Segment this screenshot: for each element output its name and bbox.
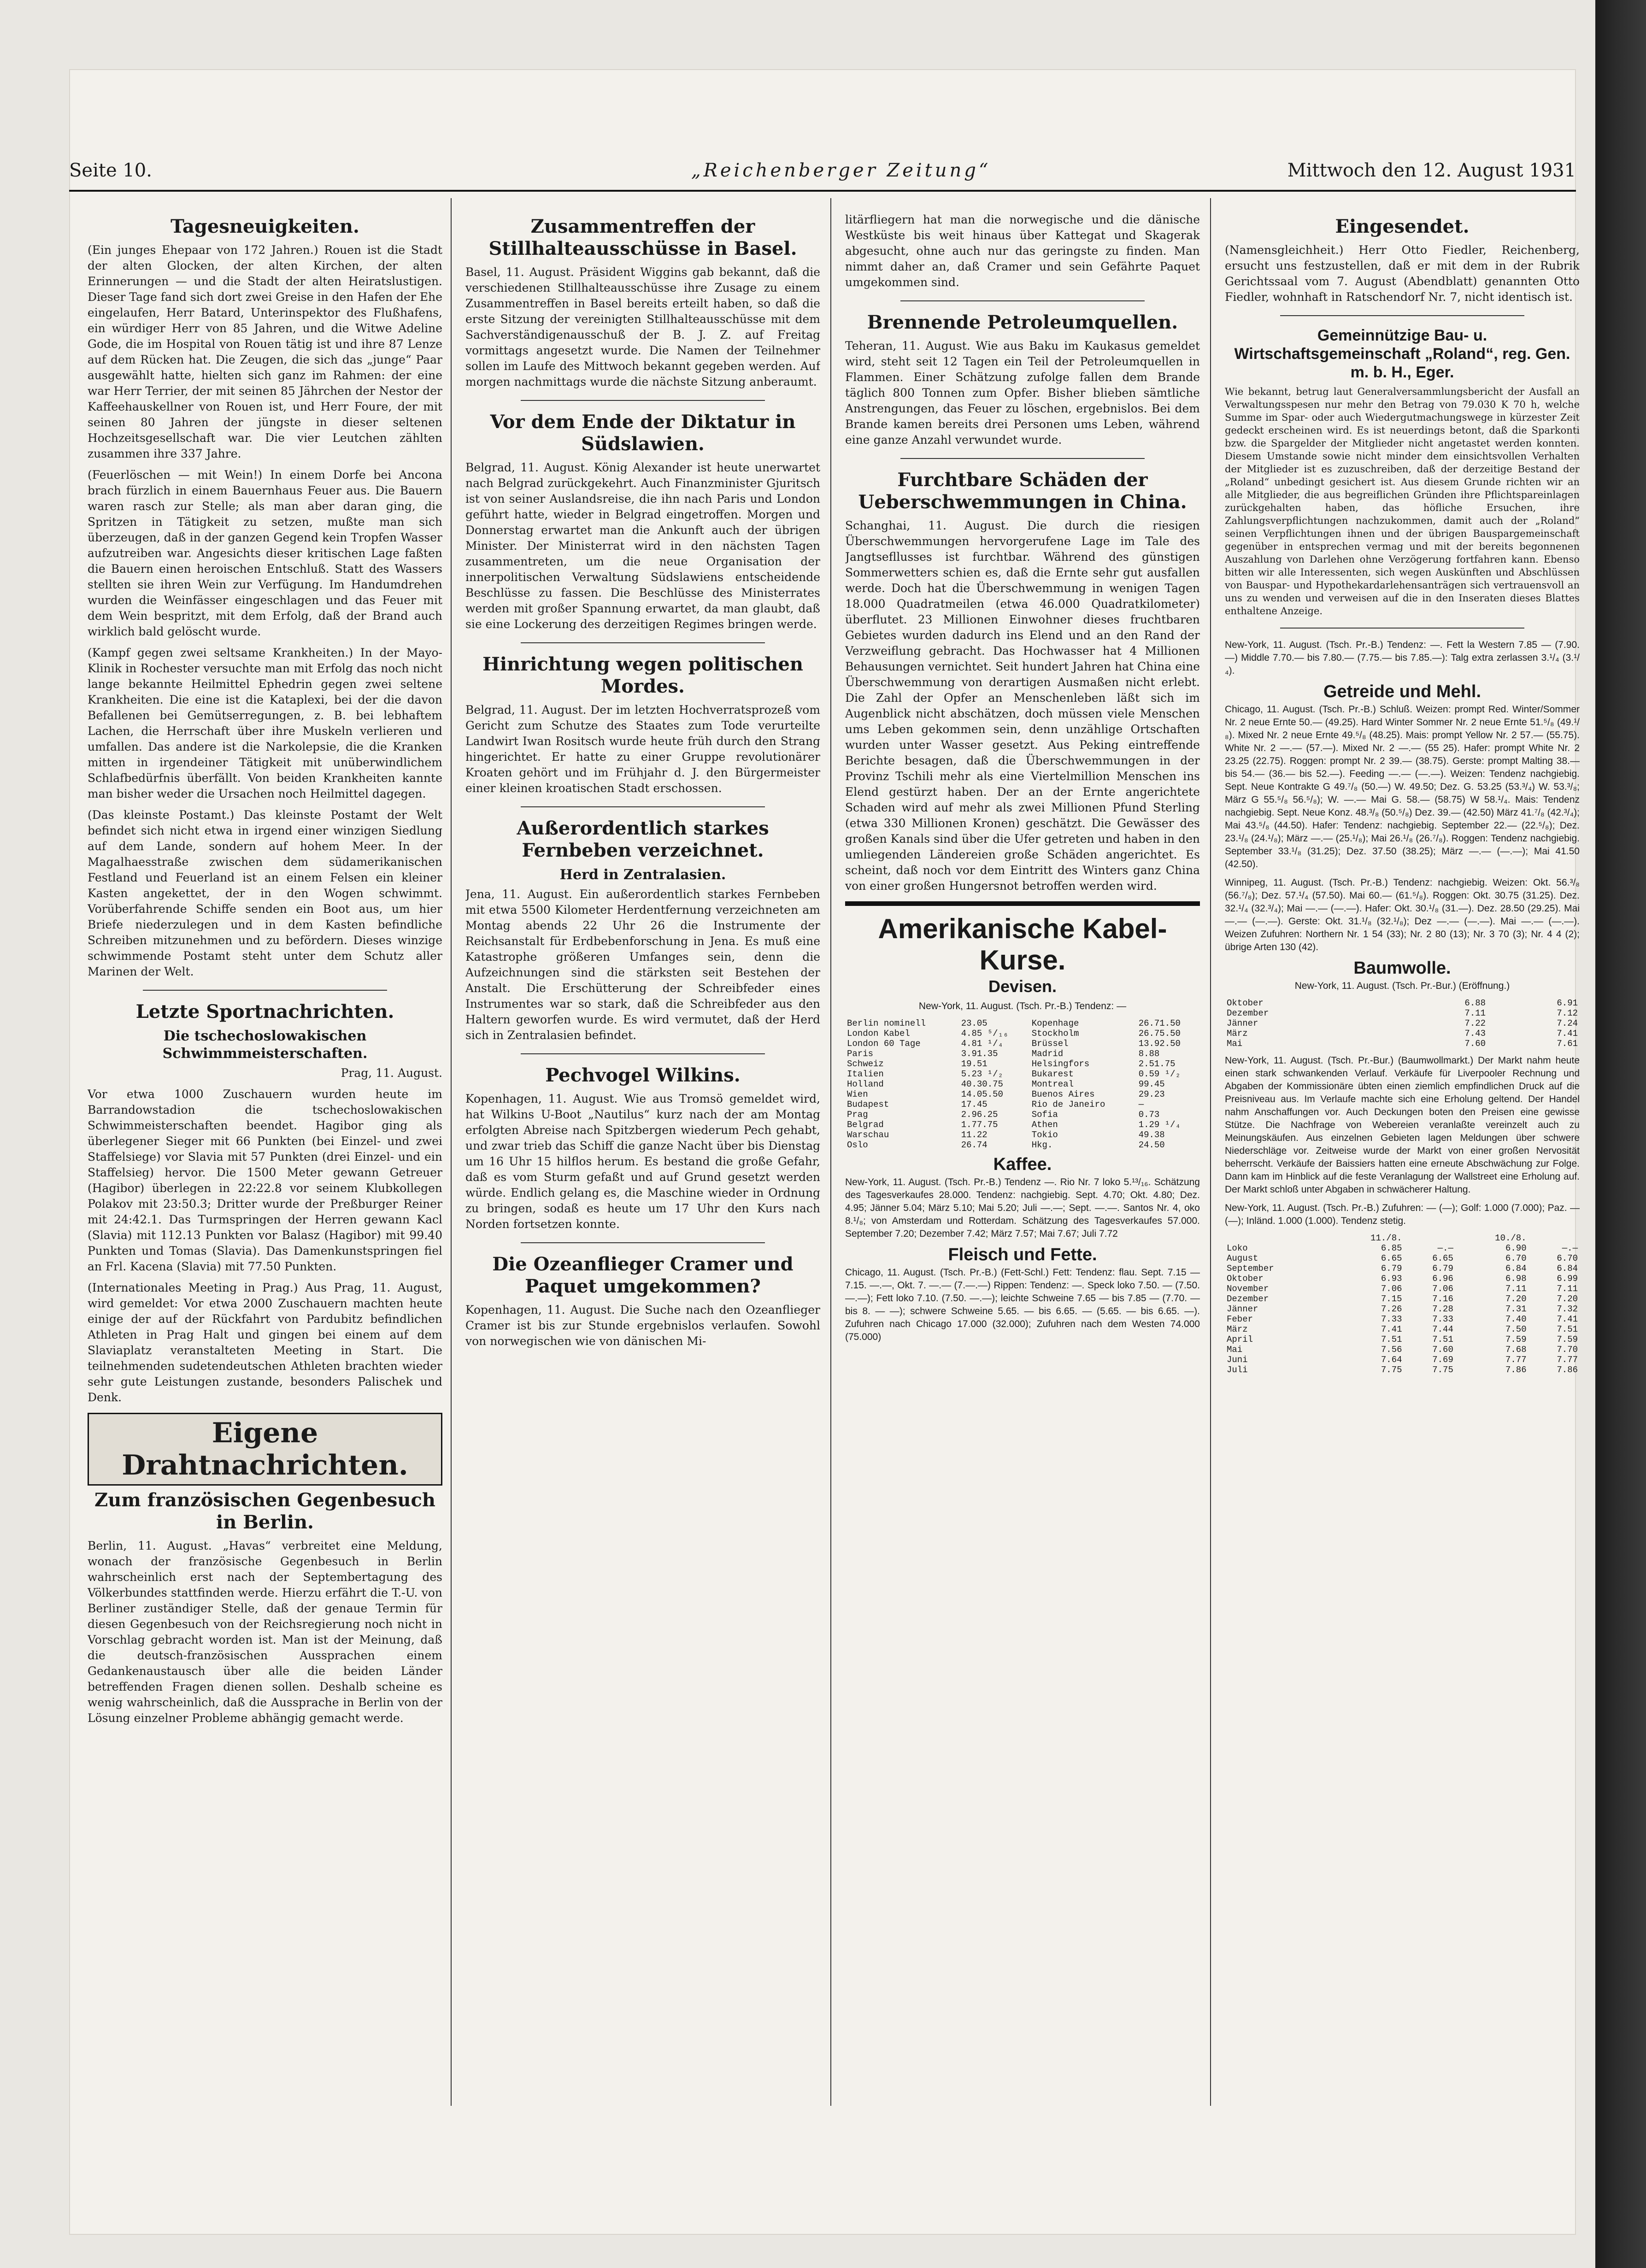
table-cell: —.— (1562, 1243, 1578, 1253)
table-cell: 7.69 (1432, 1355, 1453, 1365)
table-cell: 7.24 (1557, 1018, 1578, 1028)
table-row (1225, 1334, 1580, 1345)
article-gegenbesuch: Berlin, 11. August. „Havas“ verbreitet eine Meldung, wonach der französische Gegenbesuch in Berlin wahrscheinlich erst nach der Septembertagung des Völkerbundes stattfinden werde. Hierzu erfährt die T.-U. von Berliner zuständiger Stelle, daß der genaue Termin für diesen Gegenbesuch von der Reichsregierung noch nicht in Vorschlag gebracht worden ist. Man ist der Meinung, daß die deutsch-französischen Aussprachen einem Gedankenaustausch über alle die beiden Länder betreffenden Fragen dienen sollen. Deshalb scheine es wenig wahrscheinlich, daß die Aussprache in Berlin von der Lösung einzelner Probleme abhängig gemacht werde. (88, 1539, 442, 1725)
section-heading-baumwolle: Baumwolle. (1353, 958, 1451, 978)
getreide-chicago: Chicago, 11. August. (Tsch. Pr.-B.) Schluß. Weizen: prompt Red. Winter/Sommer Nr. 2 neue Ernte 50.— (49.25). Hard Winter Sommer Nr. 2 neue Ernte 51.⁵/₈ (49.¹/₈). Mixed Nr. 2 neue Ernte 49.⁵/₈ (48.25). Mais: prompt Yellow Nr. 2 57.— (55.75). White Nr. 2 —.— (57.—). Mixed Nr. 2 —.— (55 25). Hafer: prompt White Nr. 2 23.25 (22.75). Roggen: prompt Nr. 2 39.— (38.75). Gerste: prompt Malting 38.— bis 54.— (36.— bis 52.—). Feeding —.— (—.—). Weizen: Tendenz nachgiebig. Sept. Neue Kontrakte G 49.⁷/₈ (50.—) W. 49.50; Dez. G. 53.25 (53.³/₄) W. 53.³/₈; März G 55.⁵/₈ 56.⁵/₈); W. —.— Mai G. 58.— (58.75) W 58.¹/₄. Mais: Tendenz nachgiebig. Sept. Neue Konz. 48.³/₈ (50.⁵/₈) Dez. 39.— (42.50) März 41.⁷/₈ (42.³/₄); Mai 43.⁵/₈ (44.50). Hafer: Tendenz: nachgiebig. September 22.— (22.⁵/₈); Dez. 23.¹/₈ (24.¹/₈); März —.— (25.¹/₈); Mai 26.¹/₈ (26.⁷/₈). Roggen: Tendenz nachgiebig. September 33.¹/₈ (31.25); Dez. 37.50 (38.25); März —.— (—.—); Mai 41.50 (42.50). (1225, 704, 1580, 870)
divider (1280, 628, 1524, 629)
getreide-winnipeg: Winnipeg, 11. August. (Tsch. Pr.-B.) Tendenz: nachgiebig. Weizen: Okt. 56.³/₈ (56.⁷/₈); Dez. 57.¹/₄ (57.50). Mai 60.— (61.⁵/₈). Roggen: Okt. 30.75 (31.25). Dez. 32.¹/₄ (32.³/₄); Mai —.— (—.—). Hafer: Okt. 30.¹/₈ (31.—). Dez. 28.50 (29.25). Mai —.— (—.—). Gerste: Okt. 31.¹/₈ (32.¹/₈); Dez —.— (—.—). Mai —.— (—.—). Weizen Zufuhren: Northern Nr. 1 54 (33); Nr. 2 80 (13); Nr. 3 70 (3); Nr. 4 4 (2); übrige Arten 130 (42). (1225, 877, 1580, 952)
table-cell: März (1227, 1324, 1248, 1334)
table-cell: 6.90 (1505, 1243, 1527, 1253)
table-cell: 7.06 (1432, 1284, 1453, 1294)
article-ozeanflieger: Kopenhagen, 11. August. Die Suche nach den Ozeanflieger Cramer ist bis zur Stunde ergebnislos verlaufen. Sowohl von norwegischen wie von dänischen Mi- (465, 1303, 820, 1348)
headline-ozeanflieger: Die Ozeanflieger Cramer und Paquet umgekommen? (492, 1253, 794, 1297)
table-cell: 6.84 (1557, 1263, 1578, 1274)
table-cell: 6.70 (1505, 1253, 1527, 1263)
table-cell: Kopenhage (1031, 1018, 1079, 1028)
table-cell: 14.05.50 (961, 1089, 1003, 1099)
thick-rule (845, 901, 1200, 906)
article-china: Schanghai, 11. August. Die durch die riesigen Überschwemmungen hervorgerufene Lage im Tale des Jangtsefllusses ist furchtbar. Während des günstigen Sommerwetters schien es, daß die Ernte sehr gut ausfallen werde. Doch hat die Überschwemmung in wenigen Tagen 18.000 Quadratmeilen (etwa 46.000 Quadratkilometer) überflutet. 23 Millionen Einwohner dieses fruchtbaren Gebietes wurden dadurch ins Elend und an den Rand der Verzweiflung gebracht. Das Hochwasser hat 4 Millionen Behausungen vernichtet. Seit hundert Jahren hat China eine Überschwemmung von derartigen Ausmaßen nicht erlebt. Die Zahl der Opfer an Menschenleben läßt sich im Augenblick nicht abschätzen, doch müssen viele Menschen ums Leben gekommen sein, denn unzählige Ortschaften wurden unter Wasser gesetzt. Aus Peking eintreffende Berichte besagen, daß die Überschwemmungen in der Provinz Tschili mehr als eine Viertelmillion Menschen ins Elend gestürzt haben. Der an der Ernte angerichtete Schaden wird auf mehr als zwei Millionen Pfund Sterling (etwa 330 Millionen Kronen) geschätzt. Die Gewässer des großen Kanals sind über die Ufer getreten und haben in den umliegenden Ländereien große Schäden angerichtet. Es scheint, daß noch vor dem Eintritt des Winters ganz China von einer großen Hungersnot betroffen werden wird. (845, 519, 1200, 893)
table-cell: Mai (1227, 1039, 1243, 1049)
column-rule (830, 198, 831, 2106)
table-row (845, 1059, 1200, 1069)
table-row (1225, 1274, 1580, 1284)
table-cell: Dezember (1227, 1008, 1269, 1018)
table-cell: 5.23 ¹/₂ (961, 1069, 1003, 1079)
table-row (1225, 998, 1580, 1008)
section-banner-drahtnachrichten: Eigene Drahtnachrichten. (88, 1413, 442, 1486)
table-cell: Sofia (1031, 1110, 1058, 1120)
notice-roland: Wie bekannt, betrug laut Generalversammlungsbericht der Ausfall an Verwaltungsspesen nur mehr den Betrag von 79.030 K 70 h, welche Summe im Spar- oder auch Wiedergutmachungswege in kürzester Zeit gedeckt erscheinen wird. Es ist neuerdings betont, daß die Sparkonti bzw. die Spargelder der Mitglieder nicht angetastet werden konnten. Diesem Umstande sowie nicht minder dem einsichtsvollen Verhalten der Mitglieder ist es zuzuschreiben, daß der derzeitige Bestand der „Roland“ unbedingt gesichert ist. Aus diesem Grunde richten wir an alle Mitglieder, die aus begreiflichen Gründen ihre Pflichtspareinlagen zurückgehalten haben, das höfliche Ersuchen, ihre Zahlungsverpflichtungen nachzukommen, damit auch der „Roland“ seinen Verpflichtungen ihnen und der übrigen Bauspargemeinschaft gegenüber in entsprechen vermag und mit der bereits begonnenen Auszahlung von Darlehen ohne Verzögerung fortfahren kann. Ebenso bitten wir alle Interessenten, sich wegen Auskünften und Abschlüssen von Bauspar- und Hypothekardarlehensanträgen sich vertrauensvoll an uns zu wenden und verweisen auf die in den Inseraten dieses Blattes enthaltene Anzeige. (1225, 386, 1580, 617)
table-cell: 6.96 (1432, 1274, 1453, 1284)
table-cell: 49.38 (1138, 1130, 1165, 1140)
table-cell: 7.60 (1464, 1039, 1486, 1049)
table-cell: Madrid (1031, 1049, 1064, 1059)
column-rule (451, 198, 452, 2106)
column-1 (88, 212, 442, 2092)
table-row (1225, 1018, 1580, 1028)
table-cell: Stockholm (1031, 1028, 1079, 1039)
baumwollmarkt-report: New-York, 11. August. (Tsch. Pr.-Bur.) (Baumwollmarkt.) Der Markt nahm heute einen stark schwankenden Verlauf. Verkäufe für Liverpooler Rechnung und Abgaben der Kommissionäre übten einen ziemlich empfindlichen Druck auf die Preisniveau aus. Im Verlaufe machte sich eine Erholung geltend. Der Handel nahm Anschaffungen vor. Auch Deckungen boten den Preisen eine gewisse Stütze. Die Nachfrage von Webereien veranlaßte vereinzelt auch zu Meinungskäufen. Aus einzelnen Gebieten lagen Meldungen über schwere Niederschläge vor. Zeitweise wurde der Markt von einer großen Nervosität beherrscht. Verkäufe der Baissiers hatten eine erneute Abschwächung zur Folge. Dann kam im Hinblick auf die feste Veranlagung der Wallstreet eine Erholung auf. Der Markt schloß unter Abgaben in schwächerer Haltung. (1225, 1055, 1580, 1195)
table-cell: 23.05 (961, 1018, 988, 1028)
article-petroleum: Teheran, 11. August. Wie aus Baku im Kaukasus gemeldet wird, steht seit 12 Tagen ein Teil der Petroleumquellen in Flammen. Einer Schätzung zufolge fallen dem Brande täglich 800 Tonnen zum Opfer. Bisher blieben sämtliche Anstrengungen, das Feuer zu löschen, ergebnislos. Bei dem Brande kamen bereits drei Personen ums Leben, während eine ganze Anzahl verwundet wurde. (845, 339, 1200, 447)
table-cell: 7.40 (1505, 1314, 1527, 1324)
table-cell: 6.79 (1381, 1263, 1402, 1274)
table-cell: 40.30.75 (961, 1079, 1003, 1089)
section-heading-eingesendet: Eingesendet. (1335, 216, 1470, 237)
table-cell: November (1227, 1284, 1269, 1294)
table-cell: 7.11 (1505, 1284, 1527, 1294)
table-cell: 7.56 (1381, 1345, 1402, 1355)
table-cell: 7.43 (1464, 1028, 1486, 1039)
table-cell: 7.75 (1381, 1365, 1402, 1375)
table-cell: 2.51.75 (1138, 1059, 1176, 1069)
table-cell: 6.79 (1432, 1263, 1453, 1274)
table-cell: Loko (1227, 1243, 1248, 1253)
table-cell: 6.65 (1432, 1253, 1453, 1263)
table-cell: 7.11 (1557, 1284, 1578, 1294)
divider (900, 458, 1145, 459)
table-cell: 7.32 (1557, 1304, 1578, 1314)
table-cell: Athen (1031, 1120, 1058, 1130)
table-cell: Hkg. (1031, 1140, 1053, 1150)
table-header-cell: 10./8. (1495, 1233, 1527, 1243)
table-cell: Berlin nominell (847, 1018, 926, 1028)
baumwolle-eroeffnung-table (1225, 998, 1580, 1049)
article-hinrichtung: Belgrad, 11. August. Der im letzten Hochverratsprozeß vom Gericht zum Schutze des Staates zum Tode verurteilte Landwirt Iwan Rositsch wurde heute früh durch den Strang hingerichtet. Er hatte zu einer Gruppe revolutionärer Kroaten gehört und im Frühjahr d. J. den Bürgermeister einer kleinen kroatischen Stadt erschossen. (465, 703, 820, 795)
table-row (845, 1018, 1200, 1028)
table-cell: London 60 Tage (847, 1039, 921, 1049)
table-cell: März (1227, 1028, 1248, 1039)
headline-stillhalte: Zusammentreffen der Stillhalteausschüsse in Basel. (488, 216, 797, 259)
table-row (1225, 1355, 1580, 1365)
article-schwimm: Vor etwa 1000 Zuschauern wurden heute im Barrandowstadion die tschechoslowakischen Schwimmeisterschaften beendet. Hagibor ging als überlegener Sieger mit 66 Punkten (bei Einzel- und zwei Staffelsiege) vor Slavia mit 57 Punkten (drei Einzel- und ein Staffelsieg) hervor. Die 1500 Meter gewann Getreuer (Hagibor) überlegen in 22:22.8 vor seinem Klubkollegen Polakov mit 23:50.3; Dritter wurde der Preßburger Reiner mit 24:42.1. Das Turmspringen der Herren gewann Kacl (Slavia) mit 112.13 Punkten vor Balasz (Hagibor) mit 99.40 Punkten und Tomas (Slavia). Das Damenkunstspringen fiel an Frl. Kacena (Slavia) mit 77.50 Punkten. (88, 1087, 442, 1273)
table-cell: Jänner (1227, 1304, 1258, 1314)
table-cell: 26.74 (961, 1140, 988, 1150)
table-cell: 7.59 (1557, 1334, 1578, 1345)
table-row (845, 1130, 1200, 1140)
fett-report: New-York, 11. August. (Tsch. Pr.-B.) Tendenz: —. Fett la Western 7.85 — (7.90. —) Middle 7.70.— bis 7.80.— (7.75.— bis 7.85.—): Talg extra zerlassen 3.¹/₄ (3.¹/₄). (1225, 640, 1580, 676)
article-namensgleichheit: (Namensgleichheit.) Herr Otto Fiedler, Reichenberg, ersucht uns festzustellen, daß er mit dem in der Rubrik Gerichtssaal vom 7. August (Abendblatt) genannten Otto Fiedler, wohnhaft in Ratschendorf Nr. 7, nicht identisch ist. (1225, 243, 1580, 304)
table-row (845, 1069, 1200, 1079)
table-row (845, 1120, 1200, 1130)
table-cell: 7.31 (1505, 1304, 1527, 1314)
subheading-fernbeben: Herd in Zentralasien. (559, 867, 726, 883)
article-wilkins: Kopenhagen, 11. August. Wie aus Tromsö gemeldet wird, hat Wilkins U-Boot „Nautilus“ kurz nach der am Montag erfolgten Abreise nach Spitzbergen wiederum Pech gehabt, und zwar trieb das Schiff die ganze Nacht über bis Dienstag um 16 Uhr 15 hilflos herum. Es bestand die große Gefahr, daß es vom Sturm gefaßt und auf Grund gesetzt werden würde. Endlich gelang es, die Maschine wieder in Ordnung zu bringen, sodaß es heute um 17 Uhr den Kurs nach Norden fortsetzen konnte. (465, 1092, 820, 1231)
newspaper-title: „Reichenberger Zeitung“ (691, 160, 991, 181)
table-cell: 7.41 (1381, 1324, 1402, 1334)
table-cell: Juni (1227, 1355, 1248, 1365)
table-cell: 6.88 (1464, 998, 1486, 1008)
table-row (845, 1039, 1200, 1049)
table-cell: Budapest (847, 1099, 889, 1110)
table-cell: 7.33 (1381, 1314, 1402, 1324)
article-diktatur: Belgrad, 11. August. König Alexander ist heute unerwartet nach Belgrad zurückgekehrt. Auch Finanzminister Gjuritsch ist von seiner Auslandsreise, die ihn nach Paris und London geführt hatte, wieder in Belgrad eingetroffen. Morgen und Donnerstag erwartet man die Ankunft auch der übrigen Minister. Der Ministerrat wird in den nächsten Tagen zusammentreten, um die neue Organisation der innerpolitischen Verwaltung Südslawiens entscheidende Beschlüsse zu fassen. Die Beschlüsse des Ministerrates werden mit großer Spannung erwartet, da man glaubt, daß sie eine Lockerung des derzeitigen Regimes bringen werde. (465, 461, 820, 631)
table-cell: 26.75.50 (1138, 1028, 1181, 1039)
table-cell: 7.64 (1381, 1355, 1402, 1365)
table-cell: Montreal (1031, 1079, 1074, 1089)
table-row (845, 1140, 1200, 1150)
table-cell: April (1227, 1334, 1253, 1345)
table-row (1225, 1243, 1580, 1253)
table-cell: 1.29 ¹/₄ (1138, 1120, 1181, 1130)
table-cell: 1.77.75 (961, 1120, 998, 1130)
devisen-table (845, 1018, 1200, 1150)
table-row (1225, 1008, 1580, 1018)
table-cell: 11.22 (961, 1130, 988, 1140)
column-3 (845, 212, 1200, 2092)
article-stillhalte: Basel, 11. August. Präsident Wiggins gab bekannt, daß die verschiedenen Stillhalteausschüsse ihre Zusage zu einem Zusammentreffen in Basel bereits erteilt haben, so daß die erste Sitzung der vereinigten Stillhalteausschüsse mit dem Sachverständigenausschuß der B. J. Z. auf Freitag vormittags angesetzt wurde. Die Namen der Teilnehmer sollen im Laufe des Mittwoch bekannt gegeben werden. Auf morgen nachmittags wurde die nächste Sitzung anberaumt. (465, 265, 820, 388)
table-cell: 7.44 (1432, 1324, 1453, 1334)
table-cell: 3.91.35 (961, 1049, 998, 1059)
table-cell: Bukarest (1031, 1069, 1074, 1079)
table-row (845, 1028, 1200, 1039)
section-heading-kaffee: Kaffee. (993, 1155, 1052, 1174)
table-cell: Helsingfors (1031, 1059, 1090, 1069)
table-row (1225, 1324, 1580, 1334)
table-cell: 7.51 (1557, 1324, 1578, 1334)
table-cell: 7.70 (1557, 1345, 1578, 1355)
table-row (1225, 1028, 1580, 1039)
divider (521, 642, 765, 643)
headline-petroleum: Brennende Petroleumquellen. (867, 311, 1178, 333)
table-row (1225, 1304, 1580, 1314)
table-cell: 6.70 (1557, 1253, 1578, 1263)
table-cell: 17.45 (961, 1099, 988, 1110)
section-heading-tagesneuigkeiten: Tagesneuigkeiten. (170, 216, 359, 237)
subheading-schwimm: Die tschechoslowakischen Schwimmmeisterschaften. (162, 1028, 368, 1062)
table-cell: 7.20 (1505, 1294, 1527, 1304)
table-cell: 6.84 (1505, 1263, 1527, 1274)
table-cell: Mai (1227, 1345, 1243, 1355)
table-cell: 7.11 (1464, 1008, 1486, 1018)
table-cell: 6.98 (1505, 1274, 1527, 1284)
headline-gegenbesuch: Zum französischen Gegenbesuch in Berlin. (94, 1489, 435, 1533)
table-cell: Wien (847, 1089, 868, 1099)
table-cell: Dezember (1227, 1294, 1269, 1304)
table-cell: Oslo (847, 1140, 868, 1150)
table-cell: Brüssel (1031, 1039, 1069, 1049)
table-header-cell: 11./8. (1370, 1233, 1402, 1243)
table-cell: Italien (847, 1069, 884, 1079)
table-cell: 7.06 (1381, 1284, 1402, 1294)
article-krankheiten: (Kampf gegen zwei seltsame Krankheiten.) In der Mayo-Klinik in Rochester versuchte man mit Erfolg das noch nicht lange bekannte Heilmittel Ephedrin gegen zwei seltene Krankheiten. Die eine ist die Kataplexi, bei der die davon Befallenen bei Gemütserregungen, z. B. bei lebhaftem Lachen, die Herrschaft über ihre Muskeln verlieren und umfallen. Das andere ist die Narkolepsie, die die Kranken mitten in irgendeiner Tätigkeit mit unüberwindlichem Schlafbedürfnis überfällt. Von beiden Krankheiten kannte man bisher weder die Ursachen noch Heilmittel dagegen. (88, 646, 442, 800)
table-cell: Warschau (847, 1130, 889, 1140)
section-heading-fleisch: Fleisch und Fette. (948, 1245, 1097, 1264)
table-cell: 13.92.50 (1138, 1039, 1181, 1049)
table-cell: 6.99 (1557, 1274, 1578, 1284)
section-heading-getreide: Getreide und Mehl. (1323, 682, 1481, 701)
divider (521, 400, 765, 401)
table-cell: Oktober (1227, 998, 1264, 1008)
table-row (1225, 1263, 1580, 1274)
table-row (845, 1049, 1200, 1059)
table-cell: Holland (847, 1079, 884, 1089)
page-number: Seite 10. (69, 160, 152, 181)
table-row (1225, 1039, 1580, 1049)
baumwolle-header: New-York, 11. August. (Tsch. Pr.-Bur.) (Eröffnung.) (1294, 981, 1510, 991)
table-cell: 7.15 (1381, 1294, 1402, 1304)
page-header (69, 152, 1576, 189)
table-row (1225, 1294, 1580, 1304)
divider (521, 806, 765, 807)
headline-diktatur: Vor dem Ende der Diktatur in Südslawien. (490, 411, 796, 455)
table-header-cell (1225, 1233, 1331, 1243)
table-cell: 26.71.50 (1138, 1018, 1181, 1028)
headline-china: Furchtbare Schäden der Ueberschwemmungen in China. (858, 469, 1187, 513)
table-cell: 6.91 (1557, 998, 1578, 1008)
table-cell: September (1227, 1263, 1274, 1274)
table-row (845, 1099, 1200, 1110)
article-feuerloeschen: (Feuerlöschen — mit Wein!) In einem Dorfe bei Ancona brach fürzlich in einem Bauernhaus Feuer aus. Die Bauern waren rasch zur Stelle; als man aber daran ging, die Spritzen in Tätigkeit zu setzen, mußte man sich überzeugen, daß in der ganzen Gegend kein Tropfen Wasser aufzutreiben war. Angesichts dieser kritischen Lage faßten die Bauern einen heroischen Entschluß. Statt des Wassers stellten sie ihren Wein zur Verfügung. Im Handumdrehen wurden die Weinfässer eingeschlagen und das Feuer mit dem Wein bespritzt, mit dem Erfolg, daß der Brand auch wirklich bald gelöscht wurde. (88, 468, 442, 638)
fleisch-report: Chicago, 11. August. (Tsch. Pr.-B.) (Fett-Schl.) Fett: Tendenz: flau. Sept. 7.15 — 7.15. —.—, Okt. 7. —.— (7.—.—) Rippen: Tendenz: —. Speck loko 7.50. — (7.50. —.—); Fett loko 7.10. (7.50. —.—); leichte Schweine 7.65 — bis 7.85 — (7.70. — bis 8. — —); schwere Schweine 5.65. — bis 6.65. — (5.65. — bis 6.65. —). Zufuhren nach Chicago 17.000 (32.000); Zufuhren nach dem Westen 74.000 (75.000) (845, 1267, 1200, 1342)
table-cell: Buenos Aires (1031, 1089, 1095, 1099)
divider (900, 300, 1145, 301)
table-cell: 7.28 (1432, 1304, 1453, 1314)
devisen-header: New-York, 11. August. (Tsch. Pr.-B.) Tendenz: — (918, 1001, 1127, 1011)
dateline-prag: Prag, 11. August. (341, 1066, 442, 1080)
table-cell: 0.59 ¹/₂ (1138, 1069, 1181, 1079)
table-cell: 7.60 (1432, 1345, 1453, 1355)
table-cell: 99.45 (1138, 1079, 1165, 1089)
column-2 (465, 212, 820, 2092)
table-row (1225, 1365, 1580, 1375)
table-cell: 4.85 ⁵/₁₆ (961, 1028, 1009, 1039)
notice-heading-roland: Gemeinnützige Bau- u. Wirtschaftsgemeinschaft „Roland“, reg. Gen. m. b. H., Eger. (1234, 327, 1570, 381)
table-cell: 7.50 (1505, 1324, 1527, 1334)
table-cell: Rio de Janeiro (1031, 1099, 1105, 1110)
table-cell: 7.77 (1505, 1355, 1527, 1365)
issue-date: Mittwoch den 12. August 1931 (1287, 160, 1576, 181)
kaffee-report: New-York, 11. August. (Tsch. Pr.-B.) Tendenz —. Rio Nr. 7 loko 5.¹³/₁₆. Schätzung des Tagesverkaufes 28.000. Tendenz: nachgiebig. Sept. 4.70; Okt. 4.80; Dez. 4.95; Jänner 5.04; März 5.10; Mai 5.20; Juli —.—; Sept. —.—. Santos Nr. 4, oko 8.¹/₈; von Amsterdam und Rotterdam. Schätzung des Tagesverkaufes 57.000. September 7.20; Dezember 7.42; März 7.57; Mai 7.67; Juli 7.72 (845, 1177, 1200, 1239)
table-cell: August (1227, 1253, 1258, 1263)
table-cell: — (1138, 1099, 1144, 1110)
table-cell: 8.88 (1138, 1049, 1160, 1059)
table-cell: 7.41 (1557, 1028, 1578, 1039)
table-cell: Tokio (1031, 1130, 1058, 1140)
table-cell: 7.86 (1505, 1365, 1527, 1375)
table-cell: 0.73 (1138, 1110, 1160, 1120)
table-cell: 6.85 (1381, 1243, 1402, 1253)
baumwolle-kurse-table (1225, 1233, 1580, 1375)
table-cell: Feber (1227, 1314, 1253, 1324)
table-cell: 7.51 (1381, 1334, 1402, 1345)
column-4 (1225, 212, 1580, 2092)
baumwolle2-header: New-York, 11. August. (Tsch. Pr.-B.) Zufuhren: — (—); Golf: 1.000 (7.000); Paz. — (—); Inländ. 1.000 (1.000). Tendenz stetig. (1225, 1203, 1580, 1226)
table-cell: 2.96.25 (961, 1110, 998, 1120)
table-cell: 7.59 (1505, 1334, 1527, 1345)
table-cell: 6.93 (1381, 1274, 1402, 1284)
table-cell: Jänner (1227, 1018, 1258, 1028)
table-row (1225, 1314, 1580, 1324)
table-cell: London Kabel (847, 1028, 910, 1039)
table-cell: 7.68 (1505, 1345, 1527, 1355)
table-cell: 7.33 (1432, 1314, 1453, 1324)
table-cell: Schweiz (847, 1059, 884, 1069)
table-cell: Prag (847, 1110, 868, 1120)
divider (143, 990, 387, 991)
article-postamt: (Das kleinste Postamt.) Das kleinste Postamt der Welt befindet sich nicht etwa in irgend einer winzigen Siedlung auf dem Lande, sondern auf hohem Meer. In der Magalhaesstraße zwischen dem südamerikanischen Festland und Feuerland ist an einem Felsen ein kleiner Kasten angekettet, der in den Wogen schwimmt. Vorüberfahrende Schiffe senden ein Boot aus, um hier Briefe niederzulegen und in dem Kasten befindliche Schreiben mitzunehmen und zu befördern. Dieses winzige schwimmende Postamt steht unter dem Schutz aller Marinen der Welt. (88, 808, 442, 978)
table-row (845, 1079, 1200, 1089)
table-cell: 6.65 (1381, 1253, 1402, 1263)
table-cell: 7.51 (1432, 1334, 1453, 1345)
article-ozeanflieger-cont: litärfliegern hat man die norwegische und die dänische Westküste bis weit hinaus über Kattegat und Skagerak abgesucht, ohne auch nur das geringste zu finden. Man nimmt daher an, daß Cramer und sein Gefährte Paquet umgekommen sind. (845, 213, 1200, 289)
table-cell: 7.86 (1557, 1365, 1578, 1375)
table-cell: 19.51 (961, 1059, 988, 1069)
divider (1280, 315, 1524, 316)
table-cell: 7.20 (1557, 1294, 1578, 1304)
article-meeting: (Internationales Meeting in Prag.) Aus Prag, 11. August, wird gemeldet: Vor etwa 2000 Zuschauern machten heute einige der auf der Rückfahrt von Pardubitz befindlichen Athleten in Prag Halt und gingen bei einem auf dem Slaviaplatz veranstalteten Meeting in Start. Die teilnehmenden sudetendeutschen Athleten brachten wieder sehr gute Leistungen zustande, besonders Palischek und Denk. (88, 1281, 442, 1404)
table-header-cell (1404, 1233, 1455, 1243)
table-cell: Juli (1227, 1365, 1248, 1375)
table-row (1225, 1253, 1580, 1263)
table-row (1225, 1345, 1580, 1355)
headline-fernbeben: Außerordentlich starkes Fernbeben verzeichnet. (517, 817, 769, 861)
header-rule (69, 190, 1576, 192)
section-heading-kabel: Amerikanische Kabel-Kurse. (878, 913, 1167, 975)
article-ehepaar: (Ein junges Ehepaar von 172 Jahren.) Rouen ist die Stadt der alten Glocken, der alten Kirchen, der alten Erinnerungen — und die Stadt der alten Heiratslustigen. Dieser Tage fand sich dort zwei Greise in den Hafen der Ehe eingelaufen, Herr Batard, Unterinspektor des Flußhafens, ein würdiger Herr von 85 Jahren, und die Witwe Adeline Gode, die im Hospital von Rouen tätig ist und ihre 87 Lenze auf dem Rücken hat. Die Zeugen, die sich das „junge“ Paar ausgewählt hatte, hielten sich ganz im Rahmen: der eine war Herr Terrier, der mit seinen 85 Jährchen der Nestor der Kaffeehauskellner von Rouen ist, und Herr Foure, der mit seinen 80 Jahren der jüngste in dieser seltenen Hochzeitsgesellschaft war. Die vier Leutchen zählten zusammen ihre 337 Jahre. (88, 243, 442, 460)
table-header-cell (1528, 1233, 1580, 1243)
table-cell: Belgrad (847, 1120, 884, 1130)
subheading-devisen: Devisen. (988, 977, 1057, 996)
table-cell: 7.16 (1432, 1294, 1453, 1304)
headline-wilkins: Pechvogel Wilkins. (545, 1064, 741, 1086)
table-cell: 7.22 (1464, 1018, 1486, 1028)
article-fernbeben: Jena, 11. August. Ein außerordentlich starkes Fernbeben mit etwa 5500 Kilometer Herdentfernung verzeichneten am Montag abends 22 Uhr 26 die Instrumente der Reichsanstalt für Erdbebenforschung in Jena. Es muß eine Katastrophe größeren Umfanges sein, denn die Aufzeichnungen sind die stärksten seit Bestehen der Anstalt. Die Erschütterung der Schreibfeder eines Instrumentes war so stark, daß die Schreibfeder aus den Haltern geworfen wurde. Es wird vermutet, daß der Herd sich in Zentralasien befindet. (465, 887, 820, 1042)
scan-dark-edge (1595, 0, 1646, 2268)
table-cell: —.— (1437, 1243, 1453, 1253)
table-row (845, 1110, 1200, 1120)
divider (521, 1242, 765, 1243)
table-cell: 7.12 (1557, 1008, 1578, 1018)
headline-hinrichtung: Hinrichtung wegen politischen Mordes. (482, 653, 803, 697)
table-row (845, 1089, 1200, 1099)
table-cell: 7.61 (1557, 1039, 1578, 1049)
table-cell: 4.81 ¹/₄ (961, 1039, 1003, 1049)
table-cell: Paris (847, 1049, 874, 1059)
table-cell: 7.41 (1557, 1314, 1578, 1324)
table-cell: 7.75 (1432, 1365, 1453, 1375)
table-cell: 29.23 (1138, 1089, 1165, 1099)
divider (521, 1053, 765, 1054)
table-cell: Oktober (1227, 1274, 1264, 1284)
table-cell: 24.50 (1138, 1140, 1165, 1150)
table-cell: 7.77 (1557, 1355, 1578, 1365)
table-cell: 7.26 (1381, 1304, 1402, 1314)
column-rule (1210, 198, 1211, 2106)
table-row (1225, 1284, 1580, 1294)
section-heading-sport: Letzte Sportnachrichten. (135, 1001, 394, 1022)
